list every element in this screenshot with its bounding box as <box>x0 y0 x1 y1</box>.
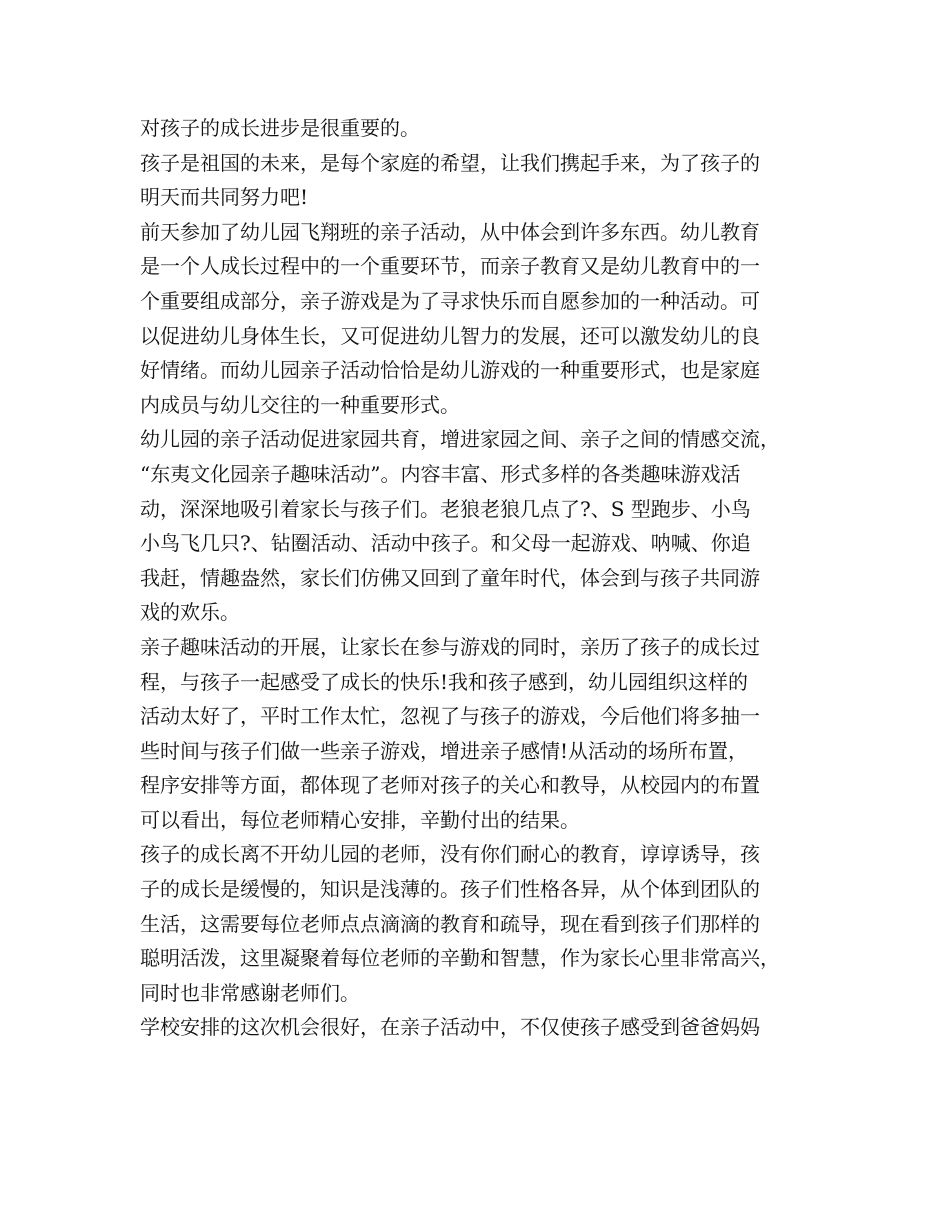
text-line: 明天而共同努力吧! <box>140 185 309 210</box>
text-line: 好情绪。而幼儿园亲子活动恰恰是幼儿游戏的一种重要形式，也是家庭 <box>140 358 760 383</box>
text-line: 生活，这需要每位老师点点滴滴的教育和疏导，现在看到孩子们那样的 <box>140 911 760 936</box>
text-line: 前天参加了幼儿园飞翔班的亲子活动，从中体会到许多东西。幼儿教育 <box>140 219 760 244</box>
body-text <box>140 111 820 1045</box>
text-line: 亲子趣味活动的开展，让家长在参与游戏的同时，亲历了孩子的成长过 <box>140 634 760 659</box>
text-line: 孩子是祖国的未来，是每个家庭的希望，让我们携起手来，为了孩子的 <box>140 150 760 175</box>
text-line: 孩子的成长离不开幼儿园的老师，没有你们耐心的教育，谆谆诱导，孩 <box>140 842 760 867</box>
text-line: 可以看出，每位老师精心安排，辛勤付出的结果。 <box>140 807 580 832</box>
text-line: 聪明活泼，这里凝聚着每位老师的辛勤和智慧，作为家长心里非常高兴， <box>140 946 780 971</box>
text-line: 戏的欢乐。 <box>140 600 240 625</box>
text-line: 小鸟飞几只?、钻圈活动、活动中孩子。和父母一起游戏、呐喊、你追 <box>140 531 751 556</box>
text-line: 程，与孩子一起感受了成长的快乐!我和孩子感到，幼儿园组织这样的 <box>140 669 749 694</box>
text-line: 对孩子的成长进步是很重要的。 <box>140 116 420 140</box>
text-line: 我赶，情趣盎然，家长们仿佛又回到了童年时代，体会到与孩子共同游 <box>140 565 760 590</box>
text-line: 活动太好了，平时工作太忙，忽视了与孩子的游戏，今后他们将多抽一 <box>140 704 760 729</box>
text-line: 个重要组成部分，亲子游戏是为了寻求快乐而自愿参加的一种活动。可 <box>140 288 760 313</box>
text-line: 动，深深地吸引着家长与孩子们。老狼老狼几点了?、S 型跑步、小鸟 <box>140 496 751 521</box>
text-line: “东夷文化园亲子趣味活动”。内容丰富、形式多样的各类趣味游戏活 <box>140 461 741 486</box>
text-line: 程序安排等方面，都体现了老师对孩子的关心和教导，从校园内的布置 <box>140 773 760 798</box>
text-line: 以促进幼儿身体生长，又可促进幼儿智力的发展，还可以激发幼儿的良 <box>140 323 760 348</box>
text-line: 幼儿园的亲子活动促进家园共育，增进家园之间、亲子之间的情感交流， <box>140 427 780 452</box>
text-line: 是一个人成长过程中的一个重要环节，而亲子教育又是幼儿教育中的一 <box>140 254 760 279</box>
text-line: 学校安排的这次机会很好，在亲子活动中，不仅使孩子感受到爸爸妈妈 <box>140 1015 760 1040</box>
text-line: 同时也非常感谢老师们。 <box>140 980 360 1005</box>
text-line: 内成员与幼儿交往的一种重要形式。 <box>140 392 460 417</box>
text-line: 些时间与孩子们做一些亲子游戏，增进亲子感情!从活动的场所布置， <box>140 738 749 763</box>
text-line: 子的成长是缓慢的，知识是浅薄的。孩子们性格各异，从个体到团队的 <box>140 877 760 902</box>
